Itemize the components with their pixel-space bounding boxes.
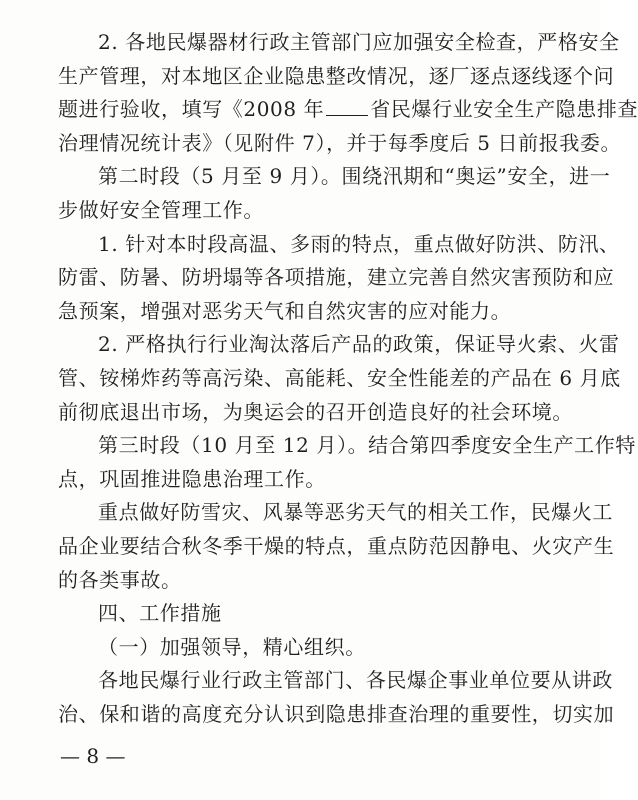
paragraph-line-with-blank	[58, 93, 638, 127]
paragraph-line: 生产管理，对本地区企业隐患整改情况，逐厂逐点逐线逐个问	[58, 63, 615, 88]
paragraph-line: 各地民爆行业行政主管部门、各民爆企事业单位要从讲政	[98, 668, 613, 693]
paragraph-line: 1. 针对本时段高温、多雨的特点，重点做好防洪、防汛、	[98, 231, 620, 256]
paragraph-line: 的各类事故。	[58, 567, 182, 592]
paragraph-line: 急预案，增强对恶劣天气和自然灾害的应对能力。	[58, 298, 512, 323]
paragraph-line: 点，巩固推进隐患治理工作。	[58, 466, 326, 491]
paragraph-line: 2. 各地民爆器材行政主管部门应加强安全检查，严格安全	[98, 30, 620, 54]
line-segment: 省民爆行业安全生产隐患排查	[370, 97, 638, 122]
paragraph-line: 管、铵梯炸药等高污染、高能耗、安全性能差的产品在 6 月底	[58, 365, 621, 390]
paragraph-line: 第三时段（10 月至 12 月）。结合第四季度安全生产工作特	[98, 433, 636, 458]
paragraph-line: 治理情况统计表》（见附件 7），并于每季度后 5 日前报我委。	[58, 130, 622, 155]
paragraph-line: 第二时段（5 月至 9 月）。围绕汛期和“奥运”安全，进一	[98, 164, 611, 189]
paragraph-line: 前彻底退出市场，为奥运会的召开创造良好的社会环境。	[58, 399, 573, 424]
page-number: — 8 —	[60, 744, 126, 768]
line-segment: 题进行验收，填写《2008 年	[58, 97, 325, 122]
paragraph-line: 治、保和谐的高度充分认识到隐患排查治理的重要性，切实加	[58, 701, 615, 726]
section-heading: 四、工作措施	[98, 601, 222, 626]
paragraph-line: 重点做好防雪灾、风暴等恶劣天气的相关工作，民爆火工	[98, 500, 613, 525]
paragraph-line: 2. 严格执行行业淘汰落后产品的政策，保证导火索、火雷	[98, 332, 620, 357]
subsection-heading: （一）加强领导，精心组织。	[98, 634, 366, 659]
paragraph-line: 步做好安全管理工作。	[58, 197, 264, 222]
paragraph-line: 防雷、防暑、防坍塌等各项措施，建立完善自然灾害预防和应	[58, 265, 615, 290]
paragraph-line: 品企业要结合秋冬季干燥的特点，重点防范因静电、火灾产生	[58, 533, 615, 558]
document-body	[58, 26, 638, 731]
fill-in-blank	[326, 97, 368, 116]
